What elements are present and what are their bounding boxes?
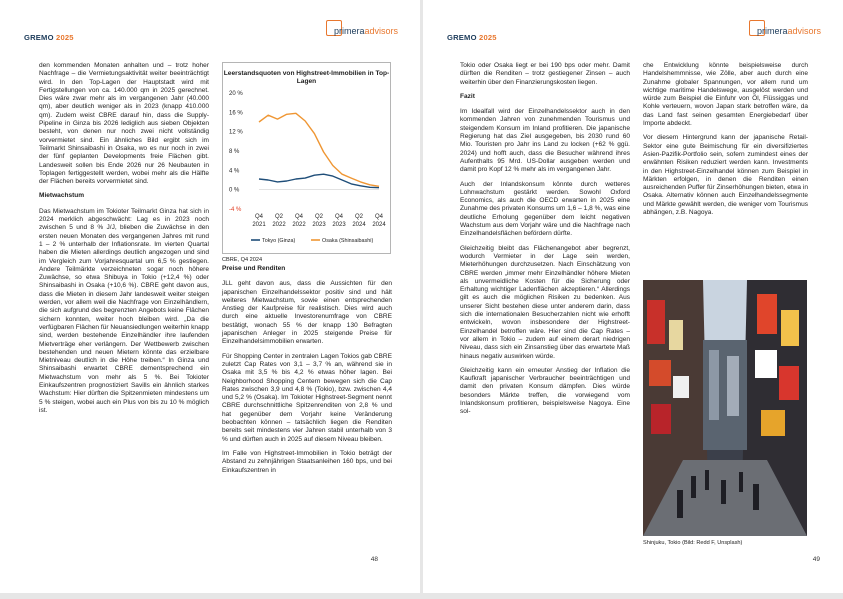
left-column-1 xyxy=(39,62,209,421)
chart-source: CBRE, Q4 2024 xyxy=(222,257,263,263)
paragraph: Tokio oder Osaka liegt er bei 190 bps oder mehr. Damit dürften die Renditen – trotz gestiegener Zinsen – auch weiterhin über den Finanzierungskosten liegen. xyxy=(460,62,630,86)
x-tick-quarter: Q2 xyxy=(314,214,324,220)
x-tick-quarter: Q4 xyxy=(334,214,344,220)
left-page xyxy=(0,0,420,593)
x-tick-year: 2024 xyxy=(352,222,366,228)
chart-svg xyxy=(223,63,390,253)
photo-caption: Shinjuku, Tokio (Bild: Redd F, Unsplash) xyxy=(643,540,743,546)
section-heading: Fazit xyxy=(460,92,475,100)
primera-advisors-logo: primera advisors xyxy=(326,26,398,36)
x-tick-year: 2022 xyxy=(292,222,306,228)
x-tick-quarter: Q4 xyxy=(374,214,384,220)
x-tick-quarter: Q2 xyxy=(274,214,284,220)
x-tick-year: 2024 xyxy=(372,222,386,228)
legend-label: Osaka (Shinsaibashi) xyxy=(322,238,374,244)
paragraph: Vor diesem Hintergrund kann der japanische Retail-Sektor eine gute Beimischung für ein diversifiziertes Asien-Pazifik-Portfolio sein, sofern zumindest eines der erwähnten Risiken reduziert werden kann. Investments in den Highstreet-Einzelhandel können zum Beispiel in Märkten erfolgen, in denen die Renditen einen ausreichenden Puffer für Zinserhöhungen bieten, etwa in Osaka. Alternativ können auch Einzelhandelssegmente und Märkte gewählt werden, die weniger vom Tourismus abhängen, z.B. Nagoya. xyxy=(643,134,808,217)
y-tick-label: 4 % xyxy=(229,168,240,175)
y-tick-label: 12 % xyxy=(229,129,243,136)
x-tick-year: 2021 xyxy=(252,222,266,228)
paragraph: Im Falle von Highstreet-Immobilien in Tokio beträgt der Abstand zu zehnjährigen Staatsanleihen 160 bps, und bei Einkaufszentren in xyxy=(222,449,392,474)
report-header: GREMO 2025 xyxy=(447,33,497,42)
paragraph: Im Idealfall wird der Einzelhandelssektor auch in den kommenden Jahren von zunehmenden Tourismus und steigendem Konsum im Inland profitieren. Die japanische Regierung hat das Ziel ausgegeben, bis 2030 rund 60 Mio. Touristen pro Jahr ins Land zu locken (+62 % ggü. 2024) und hofft auch, dass die Besucher während ihres Aufenthalts 95 Mrd. US-Dollar ausgeben werden und damit pro Kopf 12 % mehr als im vergangenen Jahr. xyxy=(460,108,630,174)
paragraph: JLL geht davon aus, dass die Aussichten für den japanischen Einzelhandelssektor positiv sind und hält weiteres Mietwachstum, sowie einen entsprechenden Anstieg der Kaufpreise für realistisch. Dies wird auch durch eine aktuelle Investorenumfrage von CBRE bestätigt, wonach 55 % der knapp 130 Befragten japanischen Anleger in 2025 steigende Preise für Einzelhandelsimmobilien erwarten. xyxy=(222,280,392,346)
paragraph: Das Mietwachstum im Tokioter Teilmarkt Ginza hat sich in 2024 merklich abgeschwächt: Lag es in 2023 noch zwischen 5 und 8 % J/J, blieben die Zuwächse in den ersten neuen Monaten des vergangenen Jahres mit rund 1 – 2 % unterhalb der Inflationsrate. Im vierten Quartal haben die Mieten allerdings deutlich angezogen und sind im Vergleich zum Vorjahresquartal um 6,5 % gestiegen. Andere Teilmärkte verzeichneten sogar noch höhere Zuwächse, so etwa Shibuya in Tokio (+12,4 %) oder Shinsaibashi in Osaka (+10,6 %). CBRE geht davon aus, dass die Mieten in diesem Jahr landesweit weiter steigen werden, vor allem weil die Nachfrage von Einzelhändlern, die sich aufgrund des begrenzten Angebots keine Flächen sichern konnten, weiter hoch bleiben wird. „Da die verfügbaren Flächen für Neuansiedlungen weiterhin knapp sind, werden bestehende Einzelhändler ihre laufenden Mietverträge eher verlängern. Der Wettbewerb zwischen bestehenden und neuen Mietern könnte das erzielbare Mietniveau deutlich in die Höhe treiben.“ In Ginza und Shinsaibashi erwartet CBRE dementsprechend ein Mietwachstum von mehr als 5 %. Bei Tokioter Einkaufszentren prognostiziert Savills ein ähnlich starkes Wachstum: Hier dürften die Spitzenmieten mindestens um 5 % steigen, wobei auch ein Plus von bis zu 10 % möglich ist. xyxy=(39,207,209,414)
section-heading: Mietwachstum xyxy=(39,192,85,200)
y-tick-label: 0 % xyxy=(229,187,240,194)
x-tick-quarter: Q4 xyxy=(294,214,304,220)
right-page xyxy=(423,0,843,593)
x-tick-quarter: Q4 xyxy=(254,214,264,220)
primera-advisors-logo: primera advisors xyxy=(749,26,821,36)
legend-label: Tokyo (Ginza) xyxy=(262,238,296,244)
right-column-1 xyxy=(460,62,630,423)
y-tick-label: -4 % xyxy=(229,207,242,213)
paragraph: den kommenden Monaten anhalten und – trotz hoher Nachfrage – die Vermietungsaktivität weiter beeinträchtigt wird. In den Top-Lagen der Hauptstadt wird mit Fertigstellungen von ca. 140.000 qm in 2025 gerechnet. Dies wäre zwar mehr als im vergangenen Jahr (40.000 qm), aber deutlich weniger als in 2023 (knapp 410.000 qm). Zudem weist CBRE darauf hin, dass die Supply-Pipeline in Ginza bis 2026 lediglich aus sieben Objekten besteht, von denen nur noch zwei nicht vollständig vorvermietet sind. Ein ähnliches Bild ergibt sich im Teilmarkt Shinsaibashi in Osaka, wo es nur noch in zwei der fünf geplanten Developments freie Flächen gibt. Landesweit sollen bis Ende 2026 nur 26 Neubauten in Toplagen fertiggestellt werden, wobei mehr als die Hälfte der Flächen bereits vorvermietet sind. xyxy=(39,62,209,186)
chart-title: Leerstandsquoten von Highstreet-Immobilien in Top-Lagen xyxy=(223,70,390,85)
y-tick-label: 16 % xyxy=(229,110,243,117)
street-photo xyxy=(643,280,807,536)
x-tick-year: 2023 xyxy=(332,222,346,228)
page-number: 49 xyxy=(812,556,820,563)
left-column-2 xyxy=(222,262,392,481)
paragraph: che Entwicklung könnte beispielsweise durch Handelshemmnisse, wie Zölle, aber auch durch eine Zunahme globaler Spannungen, vor allem rund um wichtige maritime Handelswege, ausgelöst werden und würde zum Beispiel die Einfuhr von Öl, Flüssiggas und Kohle verteuern, wovon Japan stark betroffen wäre, da das Land fast seinen gesamten Energiebedarf über Importe abdeckt. xyxy=(643,62,808,128)
vacancy-chart xyxy=(222,62,391,254)
series-line-tokyo xyxy=(259,174,379,188)
right-column-2 xyxy=(643,62,808,223)
x-tick-year: 2022 xyxy=(272,222,286,228)
x-tick-quarter: Q2 xyxy=(354,214,364,220)
x-tick-year: 2023 xyxy=(312,222,326,228)
paragraph: Gleichzeitig bleibt das Flächenangebot aber begrenzt, wodurch Vermieter in der Lage sein werden, Mieterhöhungen durchzusetzen. Nach Einschätzung von CBRE werden „immer mehr Einzelhändler höhere Mieten als unvermeidliche Kosten für die Sicherung oder Erhaltung wichtiger Ladenflächen akzeptieren.“ Allerdings gilt es auch die möglichen Risiken zu bedenken. Aus unserer Sicht bestehen diese unter anderem darin, dass sich die internationalen Besucherzahlen nicht wie erhofft entwickeln, wovon insbesondere der Highstreet-Einzelhandel betroffen wäre. Hier sind die Cap Rates – vor allem in Tokio – zudem auf einem derart niedrigen Niveau, dass sich ein Zinsanstieg über das erwartete Maß hinaus negativ auswirken würde. xyxy=(460,244,630,360)
paragraph: Auch der Inlandskonsum könnte durch wetteres Lohnwachstum gestärkt werden. Sowohl Oxford Economics, als auch die OECD erwarten in 2025 eine Zunahme des privaten Konsums um 1,6 – 1,8 %, was eine deutliche Erholung gegenüber dem leicht negativen Wachstum aus dem Vorjahr wäre und die Nachfrage nach Einzelhandelsflächen befördern dürfte. xyxy=(460,180,630,238)
y-tick-label: 8 % xyxy=(229,149,240,155)
report-header: GREMO 2025 xyxy=(24,33,74,42)
y-tick-label: 20 % xyxy=(229,91,243,97)
paragraph: Für Shopping Center in zentralen Lagen Tokios gab CBRE zuletzt Cap Rates von 3,1 – 3,7 % an, während sie in Osaka mit 3,5 % bis 4,2 % etwas höher lagen. Bei Neighborhood Shopping Centern bewegen sich die Cap Rates zwischen 3,9 und 4,8 % (Tokio), bzw. zwischen 4,4 und 5,2 % (Osaka). Im Tokioter Highstreet-Segment nennt CBRE durchschnittliche Spitzenrenditen von 2,8 % und hat gegenüber dem Vorjahr keine Veränderung beobachten können – tatsächlich liegen die Renditen bereits seit mindestens vier Jahren stabil unterhalb von 3 % und dürften auch in 2025 auf diesem Niveau bleiben. xyxy=(222,352,392,443)
section-heading: Preise und Renditen xyxy=(222,265,286,272)
paragraph: Gleichzeitig kann ein erneuter Anstieg der Inflation die Kaufkraft japanischer Verbraucher beeinträchtigen und damit den privaten Konsum dämpfen. Dies würde besonders Märkte treffen, die vorwiegend vom Inlandskonsum profitieren, beispielsweise Nagoya. Eine sol- xyxy=(460,366,630,416)
page-number: 48 xyxy=(370,556,378,563)
